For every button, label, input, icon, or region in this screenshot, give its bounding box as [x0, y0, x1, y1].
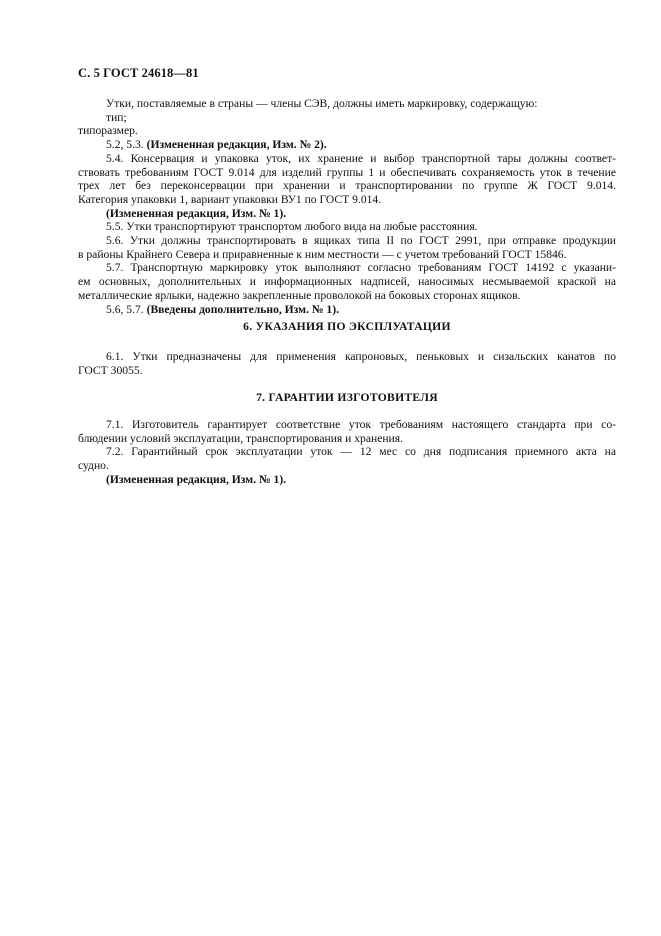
paragraph-7-1-line2: блюдении условий эксплуатации, транспортирования и хранения.	[78, 431, 403, 445]
paragraph-5-4-line2: ствовать требованиям ГОСТ 9.014 для изделий группы 1 и обеспечивать сохраняемость уток в течение	[78, 165, 616, 179]
paragraph-7-1-line1: 7.1. Изготовитель гарантирует соответствие уток требованиям настоящего стандарта при со-	[106, 418, 616, 431]
paragraph-6-1-line1: 6.1. Утки предназначены для применения капроновых, пеньковых и сизальских канатов по	[106, 350, 616, 363]
amendment-note: (Измененная редакция, Изм. № 1).	[106, 206, 287, 220]
page-header: С. 5 ГОСТ 24618—81	[78, 66, 199, 80]
paragraph-5-6-line2: в районы Крайнего Севера и приравненные к ним местности — с учетом требований ГОСТ 15846.	[78, 247, 567, 261]
paragraph-7-2-line1: 7.2. Гарантийный срок эксплуатации уток — 12 мес со дня подписания приемного акта на	[106, 445, 616, 459]
marking-item-size: типоразмер.	[78, 124, 138, 138]
paragraph-5-6-line1: 5.6. Утки должны транспортировать в ящиках типа II по ГОСТ 2991, при отправке продукции	[106, 234, 616, 248]
section-6-title: 6. УКАЗАНИЯ ПО ЭКСПЛУАТАЦИИ	[243, 320, 451, 333]
paragraph-5-7-line2: ем основных, дополнительных и информационных надписей, наносимых несмываемой краской на	[78, 275, 616, 289]
section-6-body	[78, 350, 616, 377]
marking-item-type: тип;	[106, 110, 127, 124]
amendment-note: (Измененная редакция, Изм. № 2).	[146, 138, 327, 152]
paragraph-5-5: 5.5. Утки транспортируют транспортом любого вида на любые расстояния.	[106, 220, 478, 234]
paragraph-5-7-line1: 5.7. Транспортную маркировку уток выполняют согласно требованиям ГОСТ 14192 с указани-	[106, 261, 616, 275]
section-5-continuation	[78, 97, 616, 316]
amendment-note: (Введены дополнительно, Изм. № 1).	[146, 302, 339, 316]
section-7-body	[78, 418, 616, 487]
paragraph-5-4-line3: трех лет без переконсервации при хранении и транспортировании по группе Ж ГОСТ 9.014.	[78, 179, 616, 193]
paragraph-5-2-5-3	[78, 138, 616, 152]
paragraph-marking-intro: Утки, поставляемые в страны — члены СЭВ, должны иметь маркировку, содержащую:	[106, 97, 538, 110]
paragraph-5-4-line1: 5.4. Консервация и упаковка уток, их хранение и выбор транспортной тары должны соответ-	[106, 151, 616, 165]
paragraph-5-4-line4: Категория упаковки 1, вариант упаковки ВУ1 по ГОСТ 9.014.	[78, 192, 382, 206]
amendment-note: (Измененная редакция, Изм. № 1).	[106, 472, 287, 486]
paragraph-5-7-line3: металлические ярлыки, надежно закрепленные проволокой на боковых сторонах ящиков.	[78, 288, 521, 302]
paragraph-7-2-line2: судно.	[78, 459, 109, 473]
clause-number: 5.2, 5.3.	[106, 138, 147, 152]
paragraph-5-6-5-7	[78, 303, 616, 317]
section-7-title: 7. ГАРАНТИИ ИЗГОТОВИТЕЛЯ	[256, 391, 438, 404]
clause-number: 5.6, 5.7.	[106, 302, 147, 316]
paragraph-6-1-line2: ГОСТ 30055.	[78, 363, 143, 377]
